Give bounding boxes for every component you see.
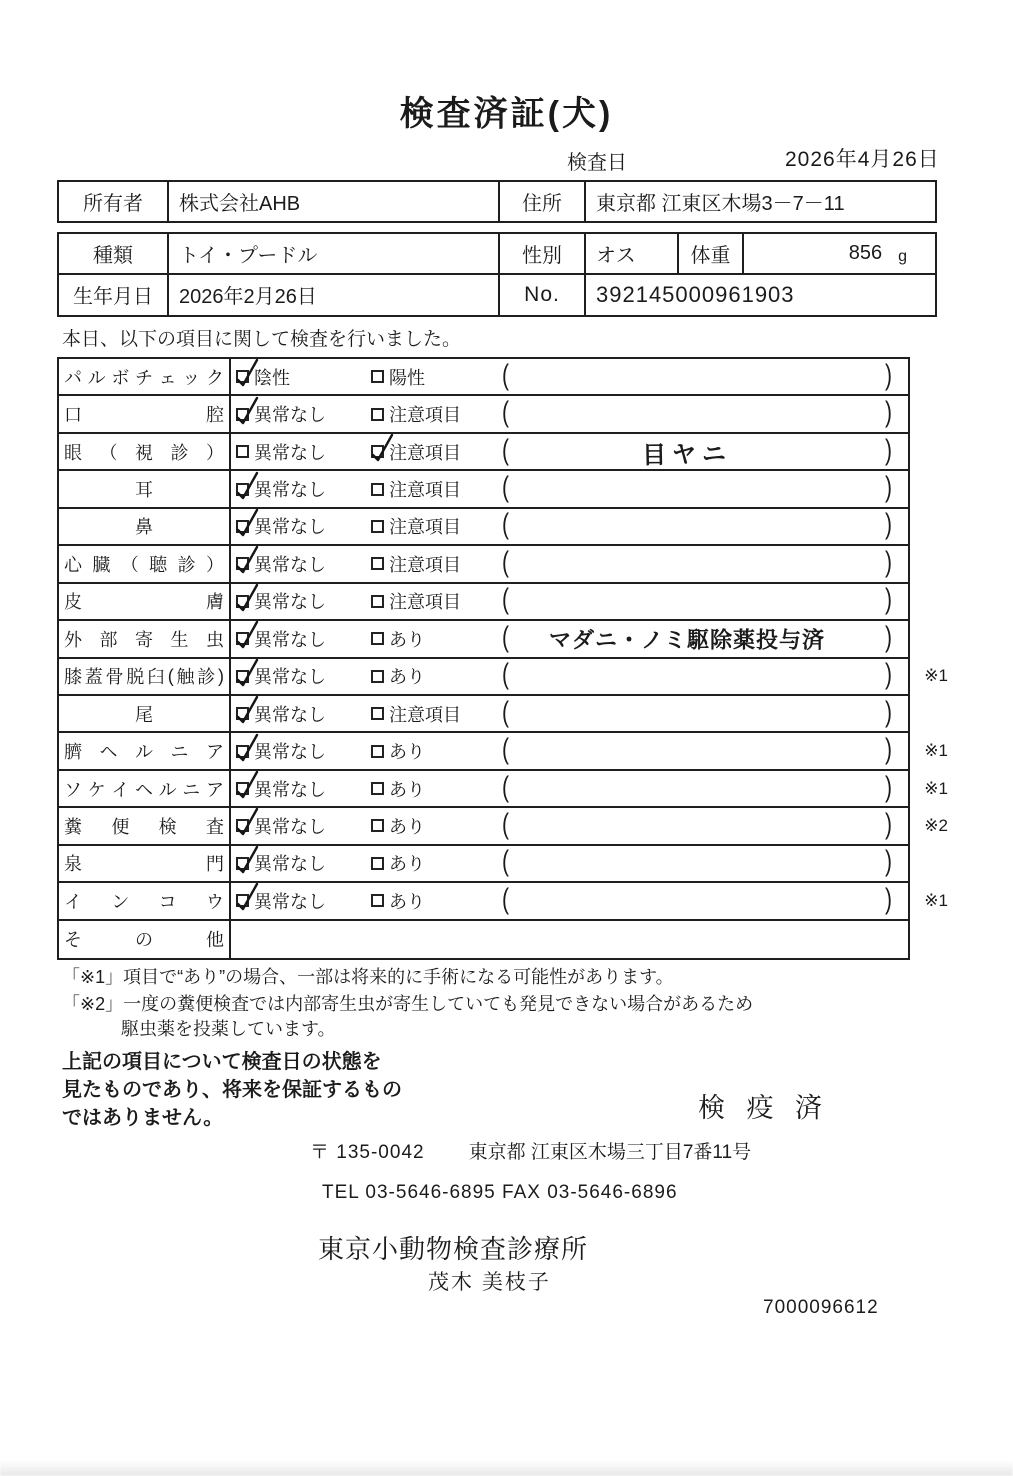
option-opt1: [236, 850, 326, 876]
paren-close: ): [885, 434, 892, 466]
item-label-char: コ: [158, 891, 177, 912]
item-label-char: 骨: [105, 667, 124, 688]
option-label: あり: [389, 742, 425, 763]
item-label-char: チ: [134, 367, 153, 388]
paren-close: ): [885, 360, 892, 392]
row-content: [231, 434, 908, 469]
footnote-2-continued: 駆虫薬を投薬しています。: [121, 1019, 336, 1039]
row-content: [231, 733, 948, 768]
item-label: [59, 584, 231, 619]
weight-unit: g: [898, 247, 907, 265]
item-label: [59, 921, 231, 958]
weight-value: [742, 234, 935, 273]
paren-open: (: [502, 734, 509, 766]
footnote-mark: ※1: [924, 666, 948, 686]
row-content: [231, 471, 908, 506]
checklist-row: [59, 808, 948, 845]
item-label-char: ル: [158, 779, 177, 800]
item-label-char: 眼: [64, 442, 82, 463]
checklist-row: [59, 733, 948, 770]
paren-close: ): [885, 846, 892, 878]
option-label: 陰性: [254, 367, 290, 388]
item-label-char: ボ: [111, 367, 130, 388]
checkbox-unchecked: [371, 894, 384, 907]
item-label-char: （: [120, 554, 139, 575]
footnote-mark: ※1: [924, 890, 948, 910]
paren-open: (: [502, 509, 509, 541]
row-content: [231, 846, 908, 881]
item-label: [59, 846, 231, 881]
row-content: [231, 696, 908, 731]
disclaimer-line-3: ではありません。: [62, 1107, 224, 1129]
paren-open: (: [502, 584, 509, 616]
option-label: 異常なし: [254, 629, 326, 650]
item-label-char: 門: [206, 854, 224, 875]
inspection-date-label: 検査日: [567, 152, 627, 174]
item-label-char: 他: [206, 930, 224, 951]
row-content: [231, 396, 908, 431]
checklist-row: [59, 359, 908, 396]
checkbox-unchecked: [371, 819, 384, 832]
checkbox-checked: [236, 557, 249, 570]
option-opt1: [236, 476, 326, 502]
checklist-row: [59, 696, 908, 733]
disclaimer-line-1: 上記の項目について検査日の状態を: [62, 1051, 382, 1073]
owner-table: [57, 180, 937, 223]
option-opt2: [371, 551, 461, 577]
row-content: [231, 659, 948, 694]
row-content: [231, 921, 908, 958]
footnote-mark: ※1: [924, 778, 948, 798]
item-label-char: 膝: [64, 667, 82, 688]
option-label: あり: [389, 629, 425, 650]
checkbox-unchecked: [371, 670, 384, 683]
paren-open: (: [502, 846, 509, 878]
postal-code: 〒 135-0042: [310, 1142, 425, 1163]
item-label-char: そ: [64, 930, 82, 951]
sex-label: 性別: [498, 234, 584, 273]
weight-label: 体重: [677, 234, 742, 273]
item-label-char: 脱: [126, 667, 145, 688]
checkbox-unchecked: [371, 595, 384, 608]
pet-info-row-1: [59, 234, 935, 275]
checklist-row: [59, 659, 948, 696]
item-label-char: ケ: [87, 779, 106, 800]
item-label-char: ウ: [205, 891, 224, 912]
item-label-char: 検: [158, 816, 177, 837]
item-label: [59, 696, 231, 731]
item-label-char: 触: [176, 667, 195, 688]
checkbox-unchecked: [371, 857, 384, 870]
row-content: [231, 546, 908, 581]
option-opt2: [371, 476, 461, 502]
item-label-char: ヘ: [134, 779, 153, 800]
option-opt2: [371, 626, 425, 652]
item-label-char: 口: [64, 405, 82, 426]
item-label: [59, 509, 231, 544]
serial-number: 7000096612: [763, 1297, 879, 1318]
option-label: 注意項目: [389, 405, 461, 426]
option-label: あり: [389, 891, 425, 912]
option-opt1: [236, 663, 326, 689]
item-label-char: ニ: [182, 779, 201, 800]
item-label-char: 査: [205, 816, 224, 837]
option-label: 異常なし: [254, 405, 326, 426]
item-label-char: (: [167, 665, 174, 686]
checkbox-unchecked: [371, 782, 384, 795]
paren-close: ): [885, 659, 892, 691]
item-label: [59, 546, 231, 581]
paren-open: (: [502, 472, 509, 504]
checklist-row: [59, 434, 908, 471]
item-label-char: ル: [87, 367, 106, 388]
paren-close: ): [885, 397, 892, 429]
item-label-char: ェ: [158, 367, 177, 388]
disclaimer-text: [62, 1048, 402, 1132]
footnote-1: 「※1」項目で“あり”の場合、一部は将来的に手術になる可能性があります。: [62, 967, 674, 987]
paren-close: ): [885, 696, 892, 729]
option-opt2: [371, 850, 425, 876]
paren-close: ): [885, 771, 892, 803]
item-label-char: 便: [111, 816, 130, 837]
item-label-char: ソ: [64, 779, 82, 800]
option-opt1: [236, 439, 326, 465]
paren-close: ): [885, 734, 892, 766]
checkbox-unchecked: [371, 370, 384, 383]
page-title: 検査済証(犬): [399, 95, 614, 133]
checklist-row: [59, 471, 908, 508]
item-label-char: 生: [170, 629, 189, 650]
checklist-row: [59, 396, 908, 433]
row-content: [231, 359, 908, 394]
paren-open: (: [502, 884, 509, 916]
option-opt1: [236, 401, 326, 427]
item-label-char: 膚: [206, 592, 224, 613]
veterinarian-name: 茂木 美枝子: [428, 1271, 551, 1294]
item-label: [59, 659, 231, 694]
paren-remark: マダニ・ノミ駆除薬投与済: [548, 627, 825, 653]
paren-open: (: [502, 659, 509, 691]
item-label: [59, 359, 231, 394]
item-label-char: ア: [205, 779, 224, 800]
item-label-char: 鼻: [135, 517, 153, 538]
item-label-char: 診: [177, 554, 196, 575]
option-label: 異常なし: [254, 592, 326, 613]
checklist-row: [59, 921, 908, 958]
option-opt2: [371, 701, 461, 727]
checkbox-checked: [236, 370, 249, 383]
owner-address: 東京都 江東区木場3－7－11: [584, 182, 935, 221]
option-label: 異常なし: [254, 891, 326, 912]
paren-close: ): [885, 472, 892, 504]
quarantine-stamp: 検 疫 済: [698, 1093, 830, 1123]
item-label: [59, 771, 231, 806]
checkbox-unchecked: [371, 557, 384, 570]
item-label-char: ア: [206, 742, 224, 763]
checkbox-unchecked: [371, 707, 384, 720]
option-opt2: [371, 888, 425, 914]
checkbox-checked: [236, 408, 249, 421]
checkbox-checked: [371, 445, 384, 458]
checklist-row: [59, 771, 948, 808]
option-label: 異常なし: [254, 854, 326, 875]
option-label: 異常なし: [254, 554, 326, 575]
paren-close: ): [885, 584, 892, 616]
option-opt1: [236, 776, 326, 802]
checklist-row: [59, 546, 908, 583]
checkbox-unchecked: [236, 445, 249, 458]
checkbox-checked: [236, 707, 249, 720]
checkbox-checked: [236, 782, 249, 795]
item-label-char: 臍: [64, 742, 82, 763]
paren-open: (: [502, 809, 509, 841]
row-content: [231, 621, 908, 656]
item-label-char: ク: [205, 367, 224, 388]
option-opt1: [236, 588, 326, 614]
paren-open: (: [502, 696, 509, 729]
option-opt1: [236, 813, 326, 839]
sex-value: オス: [584, 234, 677, 273]
item-label-char: 虫: [206, 629, 224, 650]
checkbox-unchecked: [371, 483, 384, 496]
pet-info-row-2: [59, 275, 935, 316]
row-content: [231, 509, 908, 544]
paren-open: (: [502, 360, 509, 392]
item-label-char: 耳: [135, 480, 153, 501]
item-label-char: （: [99, 442, 118, 463]
number-value: 392145000961903: [584, 275, 935, 316]
owner-name: 株式会社AHB: [167, 182, 498, 221]
owner-address-label: 住所: [498, 182, 584, 221]
checklist-row: [59, 883, 948, 920]
item-label-char: 心: [64, 554, 82, 575]
item-label-char: 部: [99, 629, 118, 650]
option-opt1: [236, 551, 326, 577]
paren-remark: 目ヤニ: [641, 440, 733, 469]
option-opt2: [371, 364, 425, 390]
option-label: 注意項目: [389, 554, 461, 575]
item-label-char: 外: [64, 629, 82, 650]
option-opt2: [371, 401, 461, 427]
option-opt2: [371, 588, 461, 614]
checklist-table: [57, 357, 948, 960]
option-opt1: [236, 513, 326, 539]
checklist-row: [59, 846, 908, 883]
option-opt1: [236, 626, 326, 652]
footnote-mark: ※2: [924, 815, 948, 835]
item-label-char: の: [135, 930, 153, 951]
option-opt2: [371, 513, 461, 539]
checkbox-checked: [236, 819, 249, 832]
option-opt2: [371, 813, 425, 839]
checkbox-checked: [236, 632, 249, 645]
option-label: 異常なし: [254, 742, 326, 763]
item-label-char: ）: [205, 554, 224, 575]
checkbox-unchecked: [371, 745, 384, 758]
clinic-tel-fax: TEL 03-5646-6895 FAX 03-5646-6896: [322, 1182, 678, 1203]
paren-close: ): [885, 622, 892, 654]
pet-info-table: [57, 232, 937, 317]
option-opt2: [371, 439, 461, 465]
option-opt2: [371, 738, 425, 764]
footnote-2: 「※2」一度の糞便検査では内部寄生虫が寄生していても発見できない場合があるため: [62, 994, 754, 1014]
option-label: 異常なし: [254, 704, 326, 725]
paren-open: (: [502, 771, 509, 803]
checkbox-checked: [236, 745, 249, 758]
option-label: 注意項目: [389, 592, 461, 613]
item-label: [59, 808, 231, 843]
option-label: あり: [389, 816, 425, 837]
item-label-char: ッ: [182, 367, 201, 388]
paren-close: ): [885, 884, 892, 916]
option-label: 異常なし: [254, 517, 326, 538]
option-label: 陽性: [389, 367, 425, 388]
breed-value: トイ・プードル: [167, 234, 498, 273]
item-label-char: 腔: [206, 405, 224, 426]
option-label: 異常なし: [254, 816, 326, 837]
paren-close: ): [885, 547, 892, 579]
checkbox-unchecked: [371, 520, 384, 533]
item-label-char: ヘ: [99, 742, 118, 763]
option-opt1: [236, 888, 326, 914]
intro-text: 本日、以下の項目に関して検査を行いました。: [62, 329, 462, 350]
item-label: [59, 396, 231, 431]
clinic-address: 東京都 江東区木場三丁目7番11号: [468, 1142, 752, 1163]
scan-artifact: [0, 1460, 1013, 1476]
checklist-row: [59, 621, 908, 658]
footnote-mark: ※1: [924, 741, 948, 761]
row-content: [231, 584, 908, 619]
item-label-char: 蓋: [84, 667, 103, 688]
item-label-char: ): [218, 665, 224, 686]
item-label-char: 診: [170, 442, 189, 463]
paren-open: (: [502, 622, 509, 654]
item-label: [59, 621, 231, 656]
option-label: あり: [389, 667, 425, 688]
item-label-char: イ: [111, 779, 130, 800]
item-label-char: 診: [197, 667, 216, 688]
item-label: [59, 471, 231, 506]
disclaimer-line-2: 見たものであり、将来を保証するもの: [62, 1079, 402, 1101]
item-label-char: 皮: [64, 592, 82, 613]
option-label: あり: [389, 854, 425, 875]
checkbox-unchecked: [371, 408, 384, 421]
option-label: 異常なし: [254, 480, 326, 501]
paren-close: ): [885, 809, 892, 841]
option-opt1: [236, 364, 290, 390]
birth-value: 2026年2月26日: [167, 275, 498, 316]
birth-label: 生年月日: [73, 286, 153, 309]
breed-label: 種類: [93, 244, 133, 267]
option-label: あり: [389, 779, 425, 800]
checkbox-checked: [236, 670, 249, 683]
item-label-char: イ: [64, 891, 82, 912]
option-opt2: [371, 663, 425, 689]
checkbox-checked: [236, 857, 249, 870]
item-label-char: 寄: [135, 629, 153, 650]
item-label-char: ル: [135, 742, 153, 763]
option-label: 異常なし: [254, 779, 326, 800]
item-label: [59, 434, 231, 469]
item-label-char: 視: [135, 442, 153, 463]
option-opt2: [371, 776, 425, 802]
option-label: 異常なし: [254, 442, 326, 463]
option-label: 注意項目: [389, 480, 461, 501]
option-opt1: [236, 738, 326, 764]
item-label-char: ニ: [170, 742, 189, 763]
item-label-char: 臼: [147, 667, 165, 688]
row-content: [231, 883, 948, 918]
paren-open: (: [502, 397, 509, 429]
option-opt1: [236, 701, 326, 727]
checklist-row: [59, 584, 908, 621]
item-label-char: ン: [111, 891, 130, 912]
paren-close: ): [885, 509, 892, 541]
weight-number: 856: [848, 241, 883, 264]
checkbox-unchecked: [371, 632, 384, 645]
option-label: 異常なし: [254, 667, 326, 688]
item-label-char: 泉: [64, 854, 82, 875]
option-label: 注意項目: [389, 704, 461, 725]
item-label: [59, 883, 231, 918]
option-label: 注意項目: [389, 517, 461, 538]
row-content: [231, 771, 948, 806]
checkbox-checked: [236, 894, 249, 907]
checkbox-checked: [236, 520, 249, 533]
owner-label: 所有者: [83, 193, 143, 215]
item-label-char: 臓: [92, 554, 111, 575]
item-label-char: 聴: [149, 554, 168, 575]
clinic-name: 東京小動物検査診療所: [318, 1234, 589, 1264]
item-label-char: 尾: [135, 704, 153, 725]
number-label: No.: [498, 275, 584, 316]
checkbox-checked: [236, 483, 249, 496]
item-label: [59, 733, 231, 768]
clinic-postal-line: [310, 1137, 751, 1164]
paren-open: (: [502, 547, 509, 579]
checkbox-checked: [236, 595, 249, 608]
item-label-char: パ: [64, 367, 82, 388]
checklist-row: [59, 509, 908, 546]
item-label-char: 糞: [64, 816, 82, 837]
item-label-char: ）: [206, 442, 224, 463]
paren-open: (: [502, 434, 509, 466]
row-content: [231, 808, 948, 843]
option-label: 注意項目: [389, 442, 461, 463]
inspection-date-value: 2026年4月26日: [785, 148, 940, 171]
